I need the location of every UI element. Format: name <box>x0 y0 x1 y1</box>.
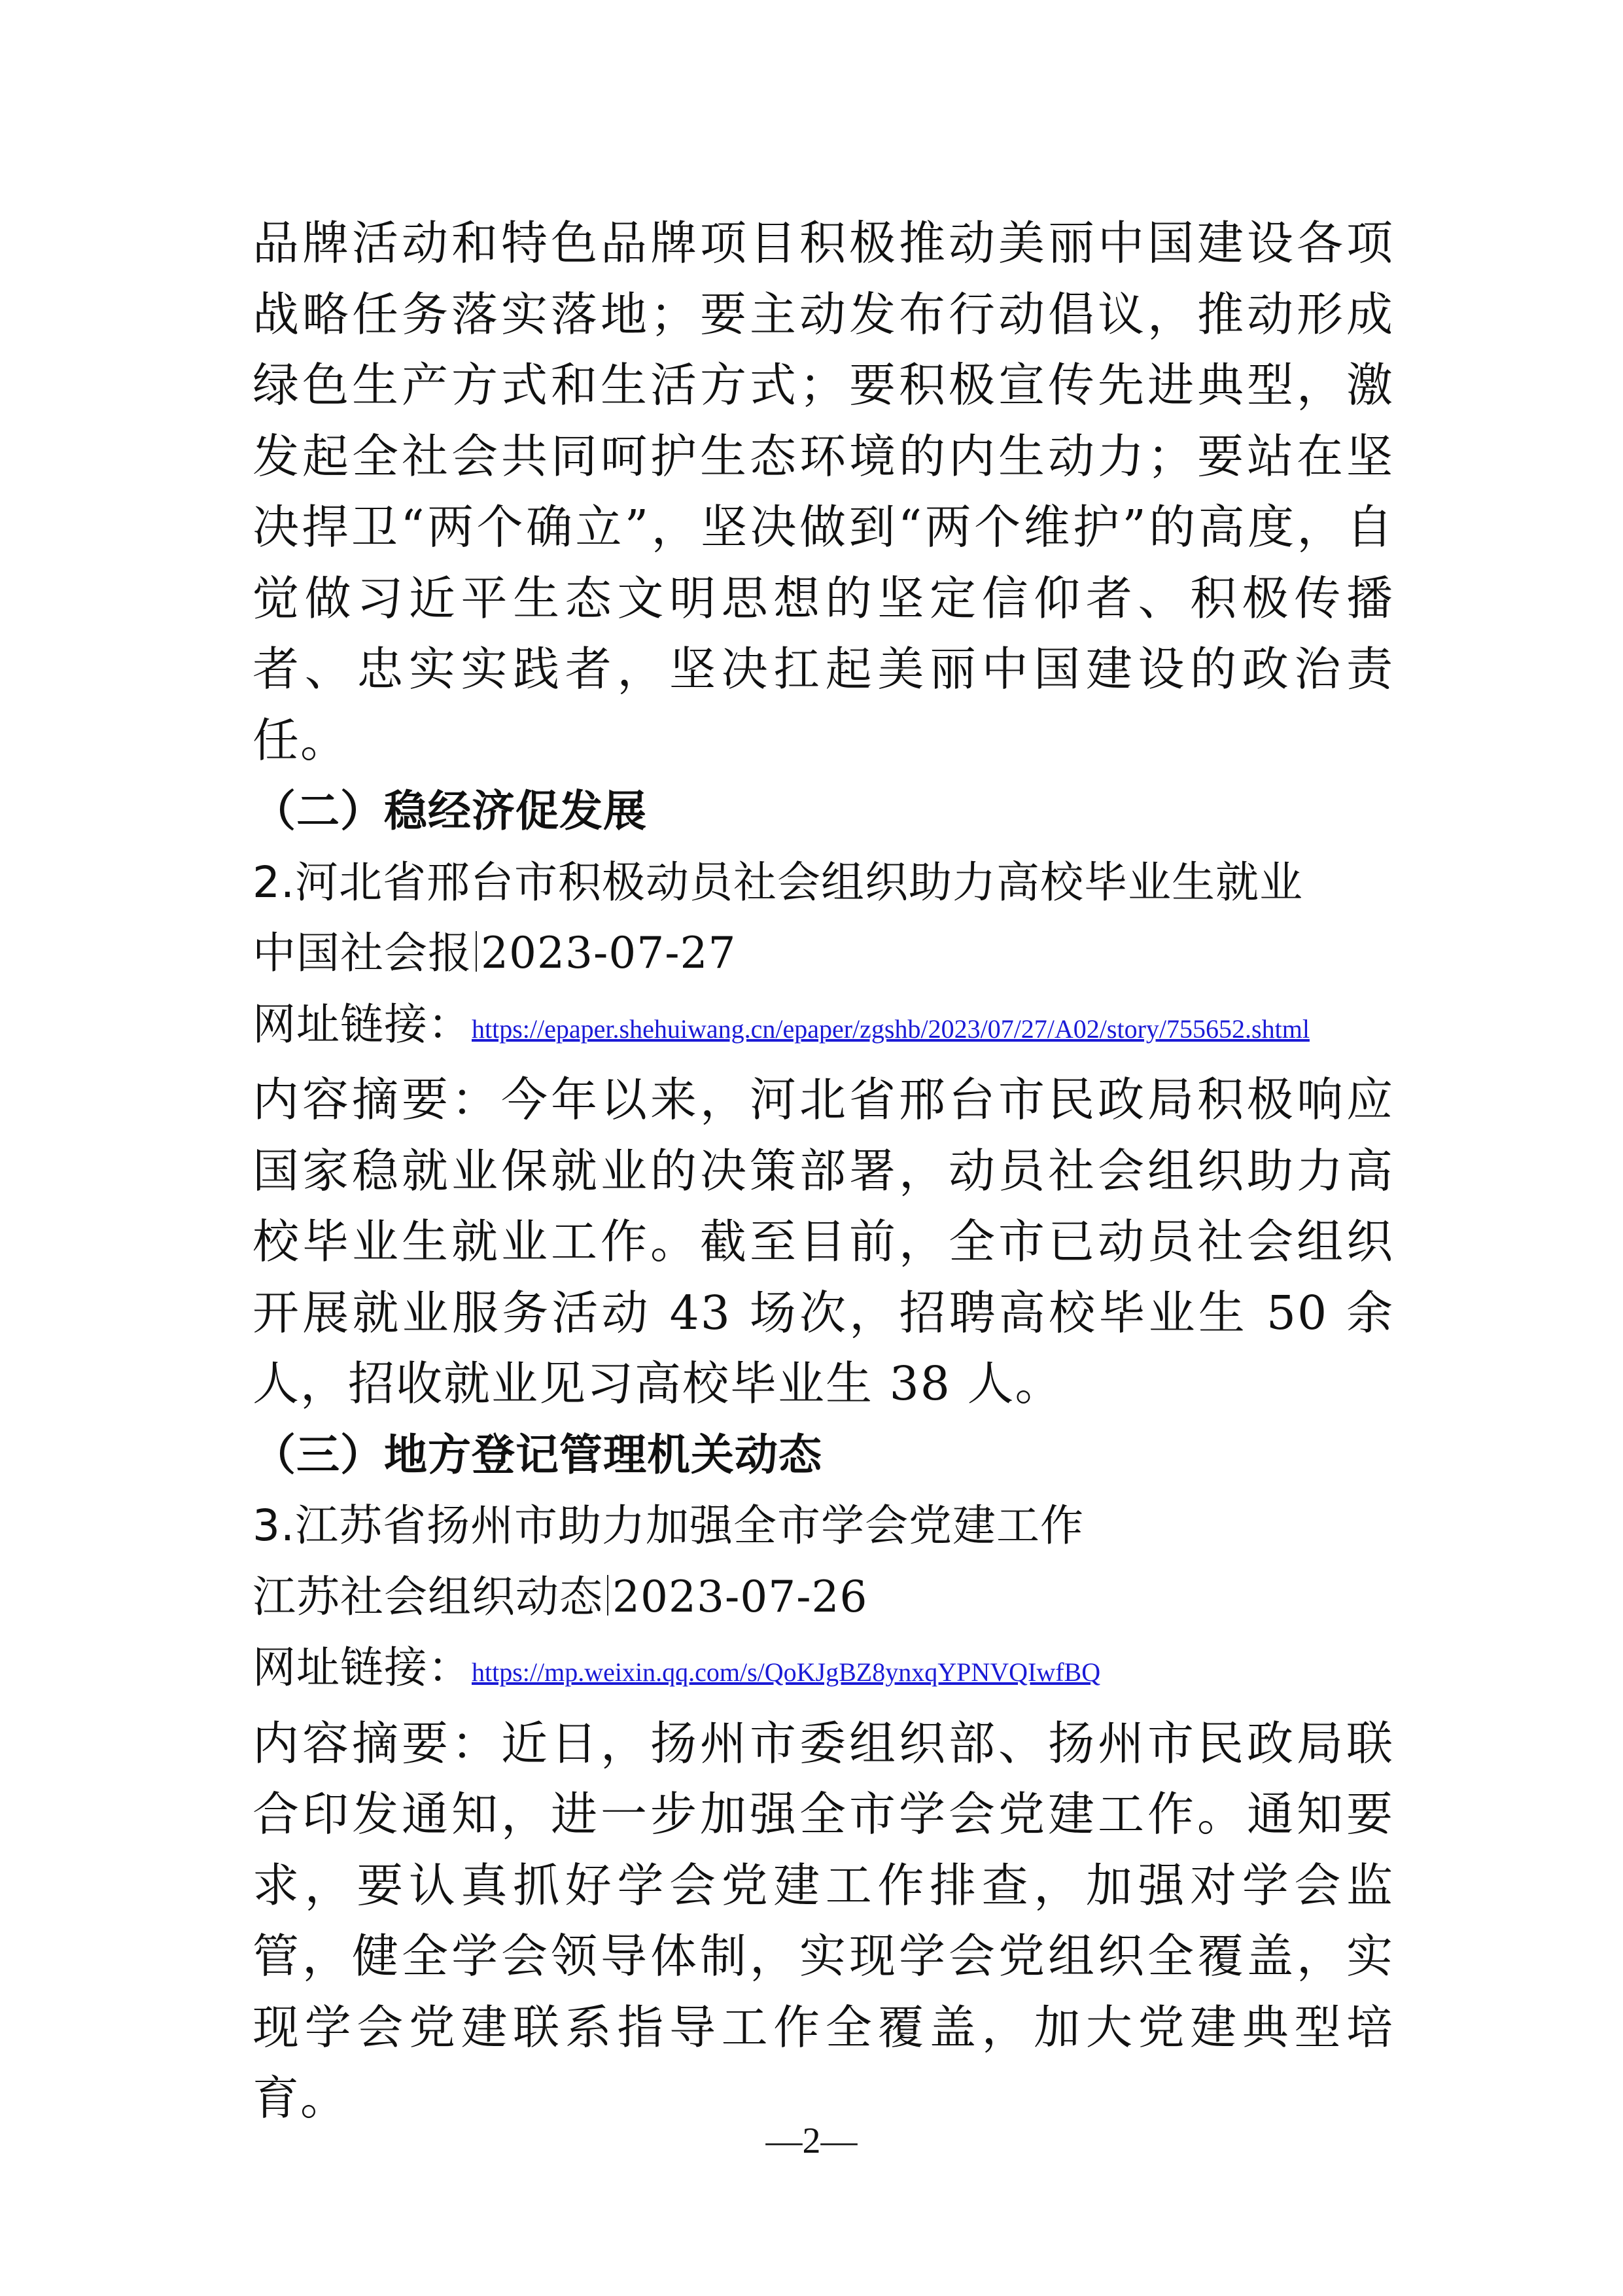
page-number: —2— <box>765 2121 858 2161</box>
section-economy <box>253 776 1394 1420</box>
article-url-link[interactable]: https://epaper.shehuiwang.cn/epaper/zgshb/2023/07/27/A02/story/755652.shtml <box>472 1014 1310 1044</box>
article-link-line <box>253 1633 1394 1708</box>
section-heading: （三）地方登记管理机关动态 <box>253 1429 822 1480</box>
article-source <box>253 918 1394 989</box>
document-body <box>253 208 1394 2134</box>
article-title: 2.河北省邢台市积极动员社会组织助力高校毕业生就业 <box>253 857 1303 908</box>
source-separator <box>476 931 477 972</box>
article-url-link[interactable]: https://mp.weixin.qq.com/s/QoKJgBZ8ynxqYPNVQIwfBQ <box>472 1657 1101 1687</box>
article-link-line <box>253 989 1394 1065</box>
source-name: 江苏社会组织动态 <box>253 1571 603 1622</box>
section-heading: （二）稳经济促发展 <box>253 786 647 836</box>
article-summary: 内容摘要：近日，扬州市委组织部、扬州市民政局联合印发通知，进一步加强全市学会党建工作。通知要求，要认真抓好学会党建工作排查，加强对学会监管，健全学会领导体制，实现学会党组织全覆盖，实现学会党建联系指导工作全覆盖，加大党建典型培育。 <box>253 1716 1394 2125</box>
article-summary: 内容摘要：今年以来，河北省邢台市民政局积极响应国家稳就业保就业的决策部署，动员社会组织助力高校毕业生就业工作。截至目前，全市已动员社会组织开展就业服务活动 43 场次，招聘高校毕业生 50 余人，招收就业见习高校毕业生 38 人。 <box>253 1072 1394 1411</box>
source-date: 2023-07-27 <box>481 928 737 978</box>
article-title: 3.江苏省扬州市助力加强全市学会党建工作 <box>253 1500 1084 1551</box>
source-name: 中国社会报 <box>253 928 472 978</box>
section-local-registration <box>253 1420 1394 2134</box>
link-label: 网址链接： <box>253 998 472 1050</box>
article-source <box>253 1562 1394 1633</box>
link-label: 网址链接： <box>253 1642 472 1693</box>
intro-paragraph: 品牌活动和特色品牌项目积极推动美丽中国建设各项战略任务落实落地；要主动发布行动倡议，推动形成绿色生产方式和生活方式；要积极宣传先进典型，激发起全社会共同呵护生态环境的内生动力；要站在坚决捍卫“两个确立”，坚决做到“两个维护”的高度，自觉做习近平生态文明思想的坚定信仰者、积极传播者、忠实实践者，坚决扛起美丽中国建设的政治责任。 <box>253 216 1394 768</box>
source-date: 2023-07-26 <box>612 1571 868 1622</box>
source-separator <box>607 1575 608 1616</box>
